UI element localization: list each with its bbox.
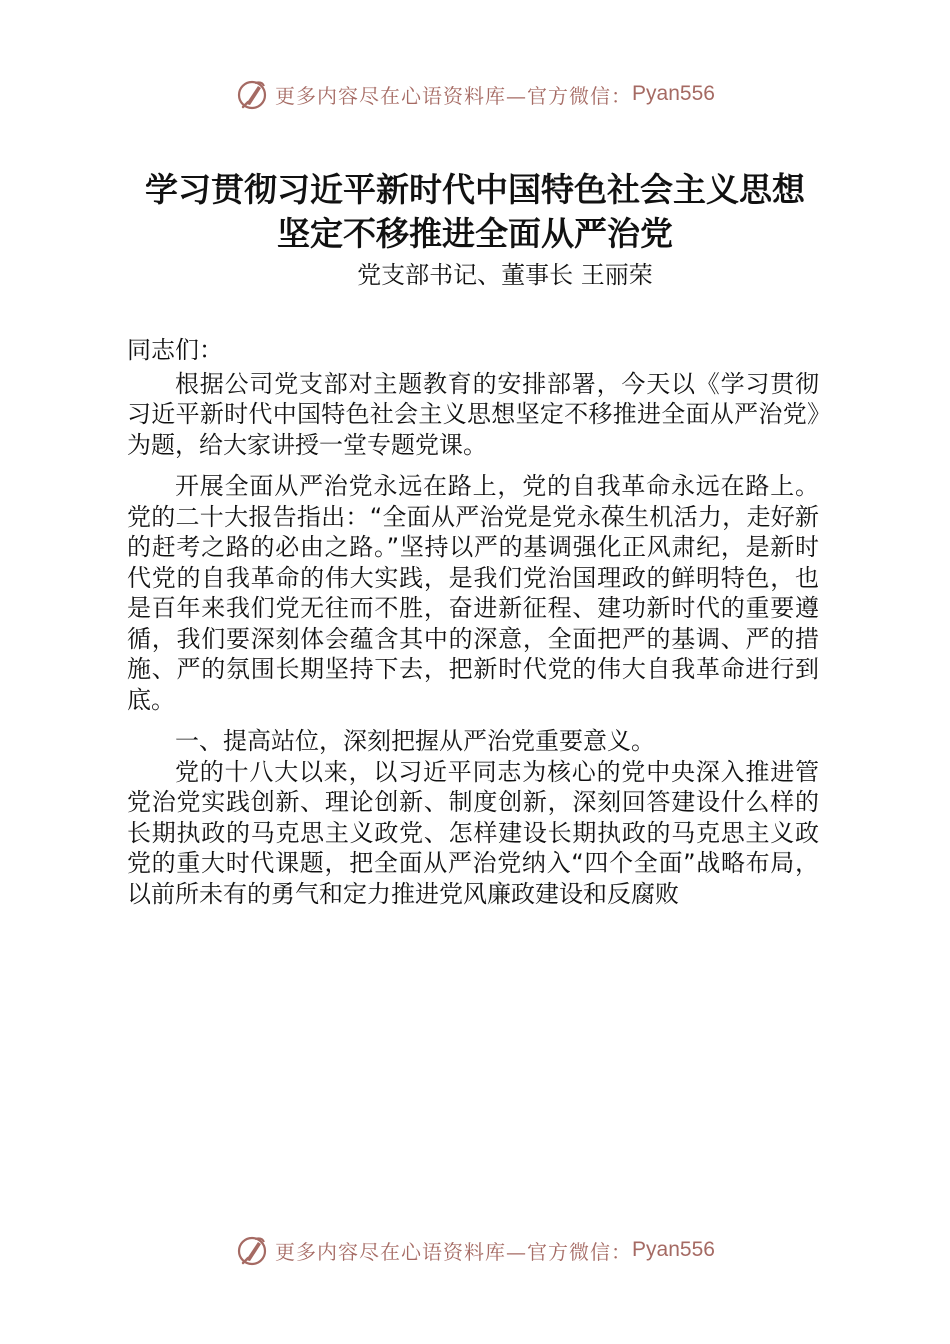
- paragraph-overview: 开展全面从严治党永远在路上，党的自我革命永远在路上。党的二十大报告指出：“全面从严治党是党永葆生机活力，走好新的赶考之路的必由之路。”坚持以严的基调强化正风肃纪，是新时代党的自我革命的伟大实践，是我们党治国理政的鲜明特色，也是百年来我们党无往而不胜，奋进新征程、建功新时代的重要遵循，我们要深刻体会蕴含其中的深意，全面把严的基调、严的措施、严的氛围长期坚持下去，把新时代党的伟大自我革命进行到底。: [127, 472, 819, 714]
- banner-text: 更多内容尽在心语资料库—官方微信：: [275, 83, 633, 108]
- header-banner: [0, 74, 950, 114]
- document-title-line-1: 学习贯彻习近平新时代中国特色社会主义思想: [145, 170, 805, 209]
- section-heading: 一、提高站位，深刻把握从严治党重要意义。: [175, 727, 655, 755]
- paragraph-intro: 根据公司党支部对主题教育的安排部署，今天以《学习贯彻习近平新时代中国特色社会主义思想坚定不移推进全面从严治党》为题，给大家讲授一堂专题党课。: [127, 369, 819, 459]
- banner-wechat-id: Pyan556: [632, 1238, 715, 1261]
- section-paragraph: 党的十八大以来，以习近平同志为核心的党中央深入推进管党治党实践创新、理论创新、制度创新，深刻回答建设什么样的长期执政的马克思主义政党、怎样建设长期执政的马克思主义政党的重大时代课题，把全面从严治党纳入“四个全面”战略布局，以前所未有的勇气和定力推进党风廉政建设和反腐败: [127, 757, 819, 908]
- banner-wechat-id: Pyan556: [632, 82, 715, 105]
- footer-banner: [0, 1230, 950, 1270]
- document-author: 党支部书记、董事长 王丽荣: [357, 261, 653, 289]
- greeting: 同志们：: [127, 336, 223, 364]
- quill-pen-logo-icon: [235, 1233, 269, 1267]
- quill-pen-logo-icon: [235, 77, 269, 111]
- banner-text: 更多内容尽在心语资料库—官方微信：: [275, 1239, 633, 1264]
- document-title-line-2: 坚定不移推进全面从严治党: [277, 214, 673, 253]
- document-body: [127, 335, 819, 909]
